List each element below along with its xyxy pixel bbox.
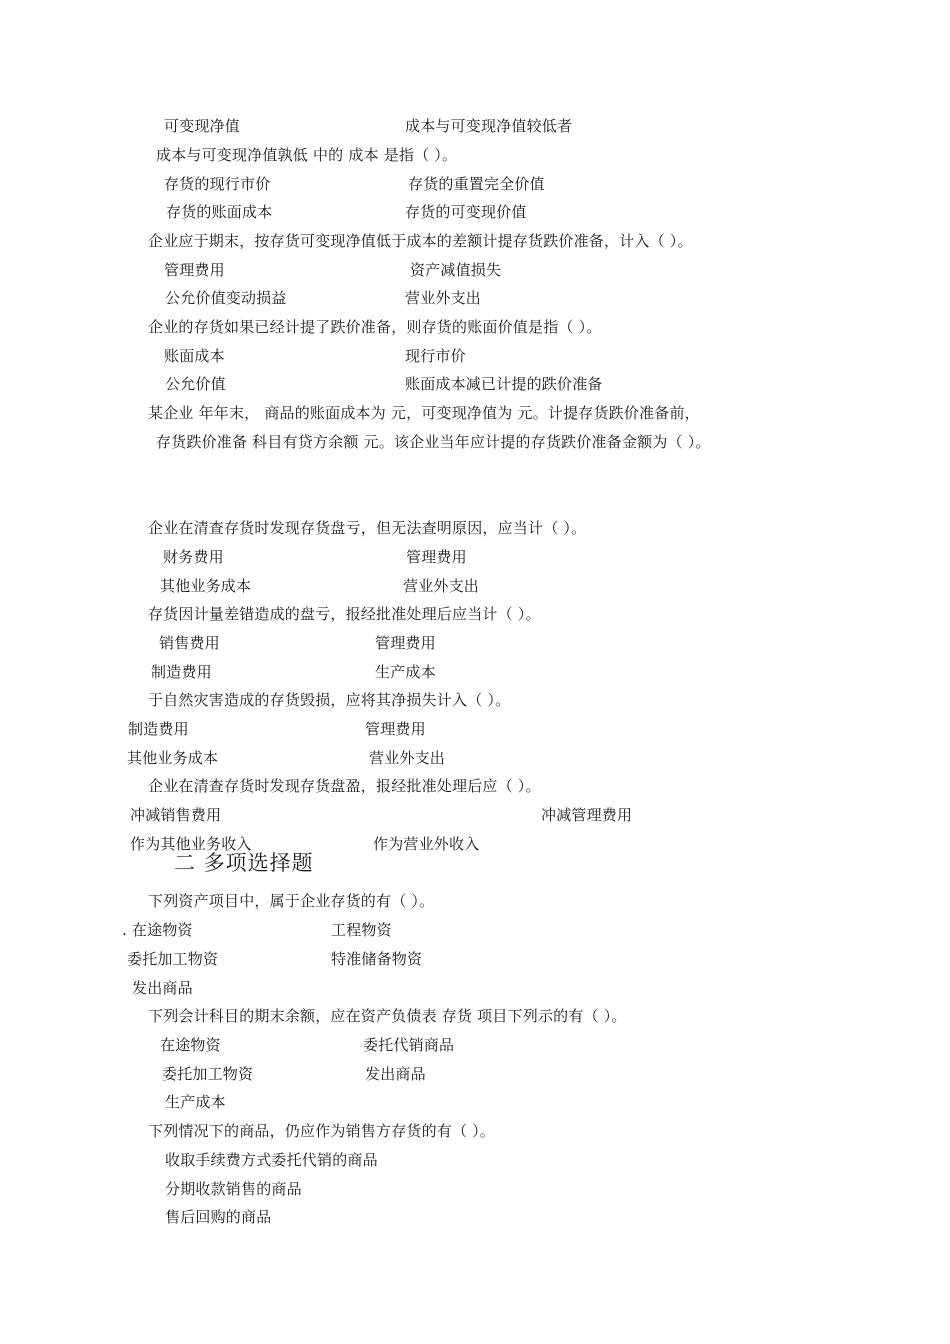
option-c: 公允价值变动损益	[165, 289, 287, 307]
option-a: 收取手续费方式委托代销的商品	[165, 1151, 378, 1169]
option-b: 管理费用	[365, 720, 426, 738]
option-c: 作为其他业务收入	[130, 835, 252, 853]
option-b: 管理费用	[406, 548, 467, 566]
option-c: 委托加工物资	[162, 1065, 254, 1083]
option-b: 现行市价	[405, 347, 466, 365]
question-text: 于自然灾害造成的存货毁损，应将其净损失计入（ ）。	[148, 691, 511, 709]
option-e: 生产成本	[165, 1093, 226, 1111]
section-heading: 二 多项选择题	[174, 851, 314, 875]
option-c: 其他业务成本	[160, 577, 252, 595]
option-a: 财务费用	[163, 548, 224, 566]
option-a: . 在途物资	[122, 921, 193, 939]
question-text: 企业在清查存货时发现存货盘亏，但无法查明原因，应当计（ ）。	[148, 519, 587, 537]
option-b: 存货的重置完全价值	[408, 175, 545, 193]
option-d: 营业外支出	[403, 577, 480, 595]
option-a: 存货的现行市价	[164, 175, 271, 193]
option-c: 售后回购的商品	[165, 1208, 272, 1226]
option-a: 制造费用	[128, 720, 189, 738]
question-text: 企业在清查存货时发现存货盘盈，报经批准处理后应（ ）。	[148, 777, 541, 795]
option-d: 营业外支出	[369, 749, 446, 767]
question-text: 下列会计科目的期末余额，应在资产负债表 存货 项目下列示的有（ ）。	[148, 1007, 627, 1025]
option-b: 委托代销商品	[363, 1036, 455, 1054]
question-text: 企业应于期末，按存货可变现净值低于成本的差额计提存货跌价准备，计入（ ）。	[148, 232, 693, 250]
option-d: 作为营业外收入	[373, 835, 480, 853]
question-text: 某企业 年年末， 商品的账面成本为 元，可变现净值为 元。计提存货跌价准备前，	[148, 404, 700, 422]
question-text: 成本与可变现净值孰低 中的 成本 是指（ ）。	[156, 146, 458, 164]
option-c: 存货的账面成本	[166, 203, 273, 221]
option-a: 可变现净值	[164, 117, 241, 135]
option-a: 销售费用	[159, 634, 220, 652]
option-b: 工程物资	[331, 921, 392, 939]
option-c: 公允价值	[165, 375, 226, 393]
question-text: 企业的存货如果已经计提了跌价准备，则存货的账面价值是指（ ）。	[148, 318, 602, 336]
option-a: 管理费用	[164, 261, 225, 279]
question-text: 存货因计量差错造成的盘亏，报经批准处理后应当计（ ）。	[148, 605, 541, 623]
question-text: 下列情况下的商品，仍应作为销售方存货的有（ ）。	[148, 1122, 496, 1140]
option-b: 管理费用	[375, 634, 436, 652]
option-b: 冲减管理费用	[541, 806, 633, 824]
option-d: 发出商品	[365, 1065, 426, 1083]
option-d: 账面成本减已计提的跌价准备	[405, 375, 603, 393]
option-b: 分期收款销售的商品	[165, 1180, 302, 1198]
option-d: 特准储备物资	[331, 950, 423, 968]
question-text-continued: 存货跌价准备 科目有贷方余额 元。该企业当年应计提的存货跌价准备金额为（ ）。	[156, 433, 711, 451]
option-a: 在途物资	[160, 1036, 221, 1054]
option-b: 资产减值损失	[410, 261, 502, 279]
option-e: 发出商品	[132, 979, 193, 997]
option-c: 委托加工物资	[127, 950, 219, 968]
option-a: 冲减销售费用	[130, 806, 222, 824]
option-c: 其他业务成本	[127, 749, 219, 767]
option-d: 生产成本	[375, 663, 436, 681]
option-b: 成本与可变现净值较低者	[405, 117, 573, 135]
option-d: 营业外支出	[405, 289, 482, 307]
option-c: 制造费用	[151, 663, 212, 681]
question-text: 下列资产项目中，属于企业存货的有（ ）。	[148, 892, 435, 910]
option-d: 存货的可变现价值	[405, 203, 527, 221]
option-a: 账面成本	[164, 347, 225, 365]
